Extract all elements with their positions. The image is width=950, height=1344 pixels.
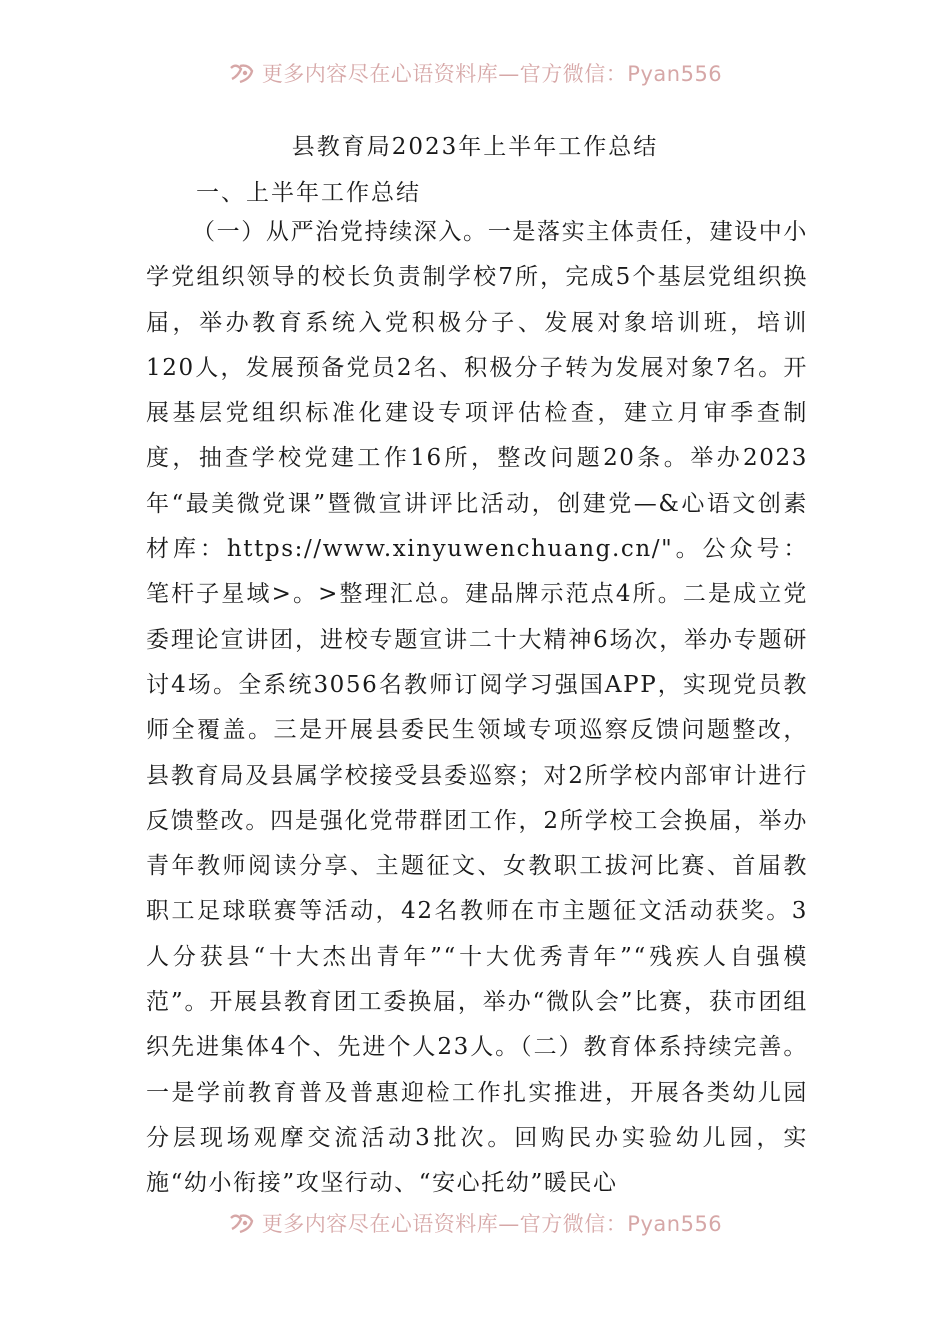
brand-logo-icon bbox=[228, 62, 256, 84]
section-heading: 一、上半年工作总结 bbox=[196, 180, 421, 206]
watermark-text: 更多内容尽在心语资料库—官方微信：Pyan556 bbox=[261, 62, 723, 86]
watermark-footer bbox=[0, 1208, 950, 1238]
document-title: 县教育局2023年上半年工作总结 bbox=[291, 134, 659, 160]
brand-logo-icon bbox=[228, 1212, 256, 1234]
watermark-text: 更多内容尽在心语资料库—官方微信：Pyan556 bbox=[261, 1212, 723, 1236]
watermark-header bbox=[0, 58, 950, 88]
body-paragraph: （一）从严治党持续深入。一是落实主体责任，建设中小学党组织领导的校长负责制学校7所，完成5个基层党组织换届，举办教育系统入党积极分子、发展对象培训班，培训120人，发展预备党员2名、积极分子转为发展对象7名。开展基层党组织标准化建设专项评估检查，建立月审季查制度，抽查学校党建工作16所，整改问题20条。举办2023年“最美微党课”暨微宣讲评比活动，创建党—&心语文创素材库：https://www.xinyuwenchuang.cn/"。公众号：笔杆子星域>。>整理汇总。建品牌示范点4所。二是成立党委理论宣讲团，进校专题宣讲二十大精神6场次，举办专题研讨4场。全系统3056名教师订阅学习强国APP，实现党员教师全覆盖。三是开展县委民生领域专项巡察反馈问题整改，县教育局及县属学校接受县委巡察；对2所学校内部审计进行反馈整改。四是强化党带群团工作，2所学校工会换届，举办青年教师阅读分享、主题征文、女教职工拔河比赛、首届教职工足球联赛等活动，42名教师在市主题征文活动获奖。3人分获县“十大杰出青年”“十大优秀青年”“残疾人自强模范”。开展县教育团工委换届，举办“微队会”比赛，获市团组织先进集体4个、先进个人23人。（二）教育体系持续完善。一是学前教育普及普惠迎检工作扎实推进，开展各类幼儿园分层现场观摩交流活动3批次。回购民办实验幼儿园，实施“幼小衔接”攻坚行动、“安心托幼”暖民心 bbox=[146, 219, 808, 1197]
